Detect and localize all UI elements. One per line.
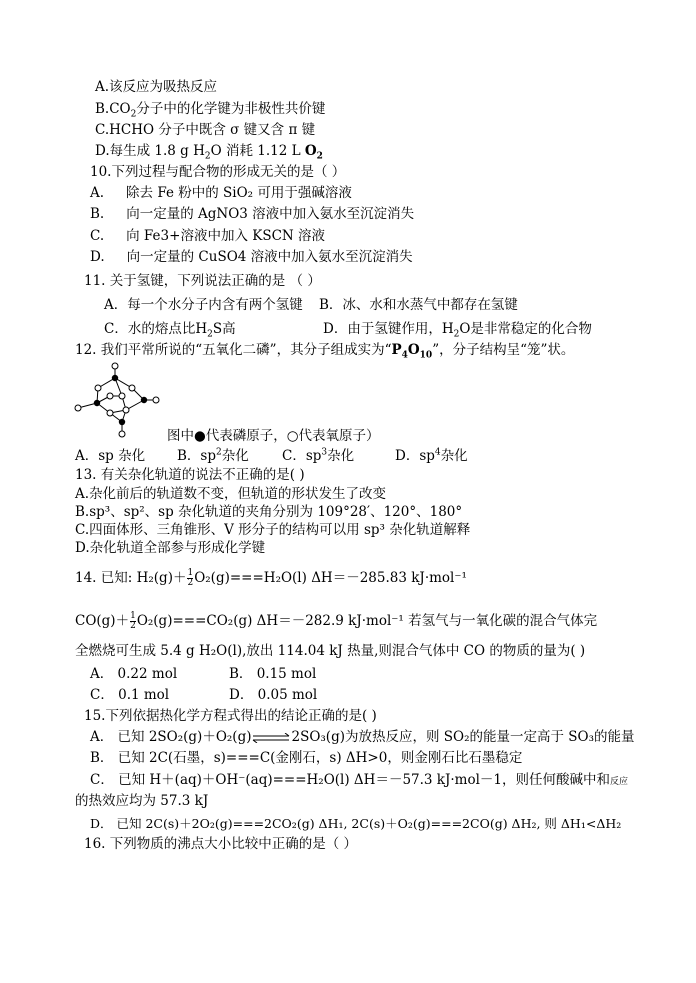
q10-option-d: D. 向一定量的 CuSO4 溶液中加入氨水至沉淀消失	[90, 249, 413, 265]
q11-option-a: A．每一个水分子内含有两个氢键	[104, 297, 303, 313]
q13-stem: 13. 有关杂化轨道的说法不正确的是( )	[75, 467, 305, 483]
q12-caption: 图中●代表磷原子，○代表氧原子）	[167, 428, 380, 444]
q15-option-d: D． 已知 2C(s)＋2O₂(g)===2CO₂(g) ΔH₁, 2C(s)＋O₂(g)===2CO(g) ΔH₂, 则 ΔH₁<ΔH₂	[90, 816, 622, 831]
q11-stem: 11. 关于氢键，下列说法正确的是 （ ）	[84, 273, 321, 289]
reversible-arrow-icon	[251, 733, 291, 743]
q14-line-2: CO(g)＋ $\frac{1}{2}$ O₂(g)===CO₂(g) ΔH＝－282.9 kJ·mol⁻¹ 若氢气与一氧化碳的混合气体完	[75, 611, 598, 631]
p4o10-cage-diagram	[70, 360, 170, 440]
q9-option-c: C.HCHO 分子中既含 σ 键又含 π 键	[95, 122, 316, 138]
q10-stem: 10.下列过程与配合物的形成无关的是（ ）	[90, 164, 346, 180]
q14-line-1: 14. 已知: H₂(g)＋ $\frac{1}{2}$ O₂(g)===H₂O(l) ΔH＝－285.83 kJ·mol⁻¹	[75, 568, 467, 588]
q13-option-c: C.四面体形、三角锥形、V 形分子的结构可以用 sp³ 杂化轨道解释	[75, 522, 471, 538]
q15-option-c: C． 已知 H＋(aq)＋OH⁻(aq)===H₂O(l) ΔH＝－57.3 kJ·mol－1，则任何酸碱中和反应	[90, 772, 629, 788]
q15-stem: 15.下列依据热化学方程式得出的结论正确的是( )	[84, 708, 377, 724]
q14-option-b: B． 0.15 mol	[229, 666, 317, 682]
q13-option-b: B.sp³、sp²、sp 杂化轨道的夹角分别为 109°28′、120°、180°	[75, 504, 463, 520]
q14-option-d: D． 0.05 mol	[229, 687, 318, 703]
q15-option-c-continued: 的热效应均为 57.3 kJ	[75, 793, 209, 809]
q12-stem: 12. 我们平常所说的“五氧化二磷”，其分子组成实为“$P_4O_{10}$”，分子结构呈“笼”状。	[75, 342, 575, 361]
q13-option-a: A.杂化前后的轨道数不变，但轨道的形状发生了改变	[75, 486, 387, 502]
q12-option-d: D．$sp^4$杂化	[395, 447, 468, 464]
q11-option-b: B．冰、水和水蒸气中都存在氢键	[319, 297, 518, 313]
q14-line-3: 全燃烧可生成 5.4 g H₂O(l),放出 114.04 kJ 热量,则混合气体中 CO 的物质的量为( )	[75, 643, 586, 659]
q15-option-b: B． 已知 2C(石墨，s)===C(金刚石，s) ΔH>0，则金刚石比石墨稳定	[90, 750, 523, 766]
q11-option-d: D．由于氢键作用，$H_2O$是非常稳定的化合物	[323, 321, 592, 340]
q14-option-c: C． 0.1 mol	[90, 687, 170, 703]
q10-option-c: C. 向 Fe3+溶液中加入 KSCN 溶液	[90, 228, 326, 244]
q14-option-a: A． 0.22 mol	[90, 666, 178, 682]
q16-stem: 16. 下列物质的沸点大小比较中正确的是（ ）	[84, 836, 358, 852]
q15-option-a: A． 已知 2SO₂(g)＋O₂(g) 2SO₃(g)为放热反应，则 SO₂的能量一定高于 SO₃的能量	[90, 729, 635, 745]
q10-option-b: B. 向一定量的 AgNO3 溶液中加入氨水至沉淀消失	[90, 206, 415, 222]
q13-option-d: D.杂化轨道全部参与形成化学键	[75, 540, 266, 556]
q12-option-c: C．$sp^3$杂化	[282, 447, 355, 464]
q10-option-a: A. 除去 Fe 粉中的 SiO₂ 可用于强碱溶液	[90, 185, 352, 201]
q11-option-c: C．水的熔点比$H_2S$高	[104, 321, 236, 340]
q12-option-b: B．$sp^2$杂化	[177, 447, 249, 464]
q9-option-a: A.该反应为吸热反应	[95, 79, 218, 95]
q9-option-b: $B.CO_2$分子中的化学键为非极性共价键	[95, 101, 326, 120]
q12-option-a: A．sp 杂化	[75, 448, 146, 464]
q9-option-d: D.每生成 1.8 g $H_2O$ 消耗 1.12 L $O_2$	[95, 143, 323, 162]
